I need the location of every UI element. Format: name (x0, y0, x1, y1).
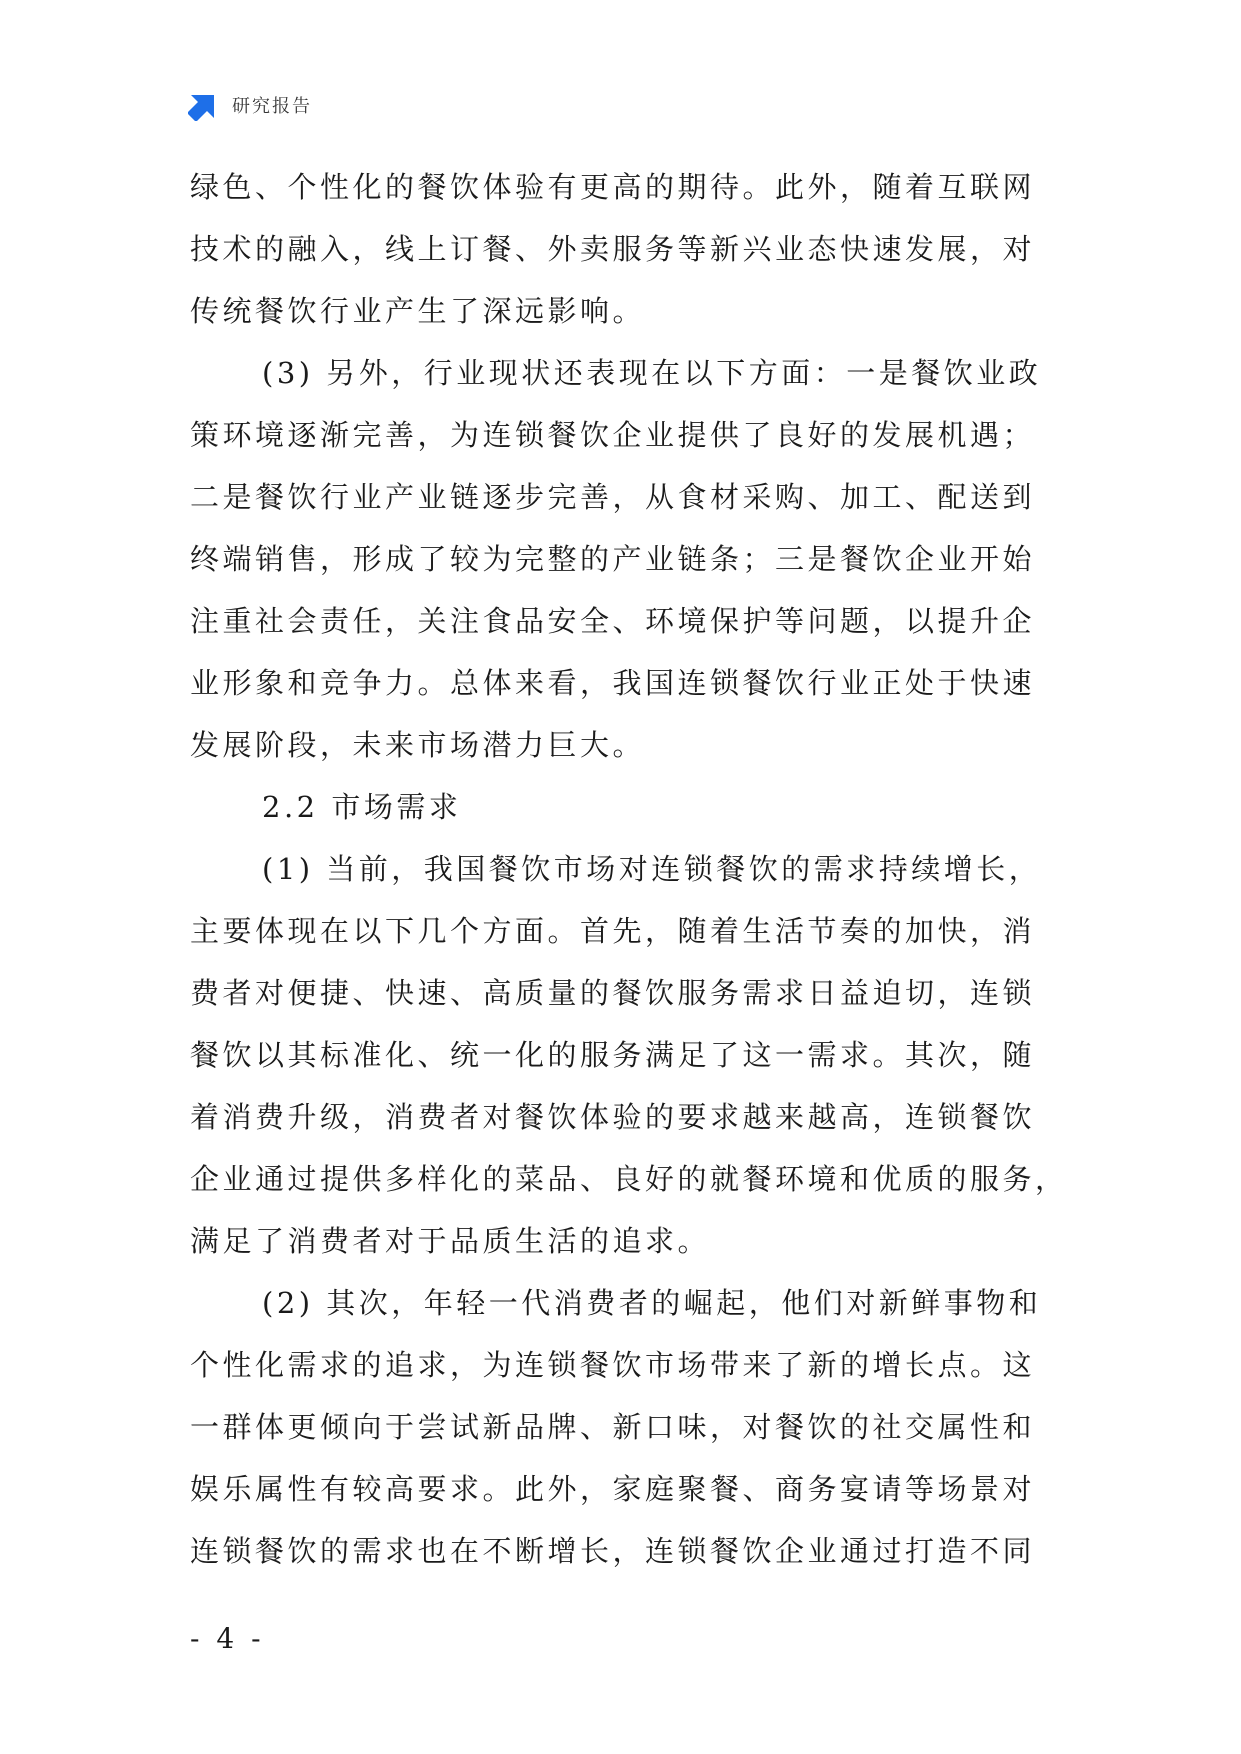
body-line: 二是餐饮行业产业链逐步完善，从食材采购、加工、配送到 (190, 480, 1036, 514)
paragraph-start: (1) 当前，我国餐饮市场对连锁餐饮的需求持续增长， (262, 852, 1042, 886)
page-number: - 4 - (190, 1622, 265, 1655)
body-line: 企业通过提供多样化的菜品、良好的就餐环境和优质的服务， (190, 1162, 1068, 1196)
body-line: 注重社会责任，关注食品安全、环境保护等问题，以提升企 (190, 604, 1036, 638)
body-line: 费者对便捷、快速、高质量的餐饮服务需求日益迫切，连锁 (190, 976, 1036, 1010)
body-line: 娱乐属性有较高要求。此外，家庭聚餐、商务宴请等场景对 (190, 1472, 1036, 1506)
body-line: 着消费升级，消费者对餐饮体验的要求越来越高，连锁餐饮 (190, 1100, 1036, 1134)
body-line: 绿色、个性化的餐饮体验有更高的期待。此外，随着互联网 (190, 170, 1036, 204)
paragraph-start: (2) 其次，年轻一代消费者的崛起，他们对新鲜事物和 (262, 1286, 1042, 1320)
body-line: 传统餐饮行业产生了深远影响。 (190, 294, 646, 328)
header-title: 研究报告 (232, 96, 312, 117)
report-header (188, 88, 312, 122)
body-line: 业形象和竞争力。总体来看，我国连锁餐饮行业正处于快速 (190, 666, 1036, 700)
body-line: 策环境逐渐完善，为连锁餐饮企业提供了良好的发展机遇； (190, 418, 1036, 452)
body-line: 发展阶段，未来市场潜力巨大。 (190, 728, 646, 762)
body-line: 终端销售，形成了较为完整的产业链条；三是餐饮企业开始 (190, 542, 1036, 576)
body-line: 餐饮以其标准化、统一化的服务满足了这一需求。其次，随 (190, 1038, 1036, 1072)
document-body (190, 156, 1068, 1582)
body-line: 技术的融入，线上订餐、外卖服务等新兴业态快速发展，对 (190, 232, 1036, 266)
body-line: 主要体现在以下几个方面。首先，随着生活节奏的加快，消 (190, 914, 1036, 948)
body-line: 个性化需求的追求，为连锁餐饮市场带来了新的增长点。这 (190, 1348, 1036, 1382)
arrow-up-right-icon (188, 89, 220, 121)
body-line: 满足了消费者对于品质生活的追求。 (190, 1224, 711, 1258)
section-heading: 2.2 市场需求 (262, 790, 462, 824)
body-line: 一群体更倾向于尝试新品牌、新口味，对餐饮的社交属性和 (190, 1410, 1036, 1444)
paragraph-start: (3) 另外，行业现状还表现在以下方面：一是餐饮业政 (262, 356, 1042, 390)
body-line: 连锁餐饮的需求也在不断增长，连锁餐饮企业通过打造不同 (190, 1534, 1036, 1568)
